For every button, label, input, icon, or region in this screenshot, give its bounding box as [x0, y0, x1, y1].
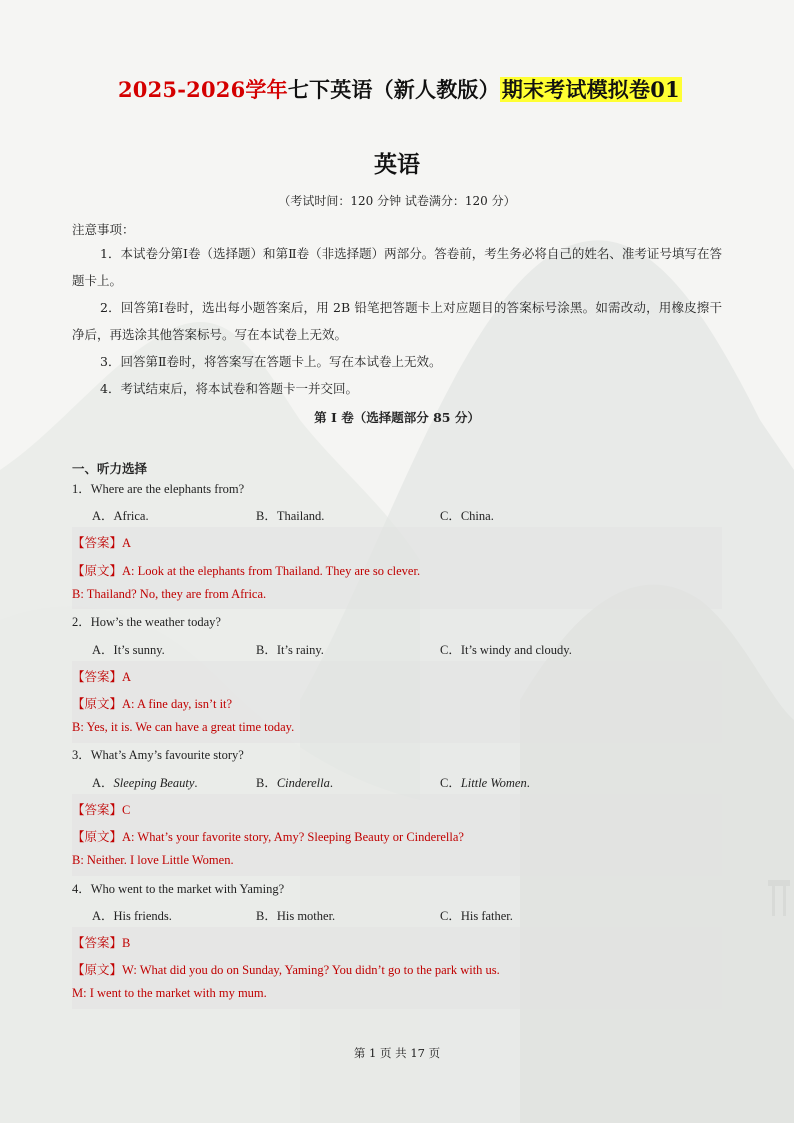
- exam-info: （考试时间：120 分钟 试卷满分：120 分）: [278, 194, 516, 208]
- note-item: 1．本试卷分第Ⅰ卷（选择题）和第Ⅱ卷（非选择题）两部分。答卷前，考生务必将自己的姓名、准考证号填写在答题卡上。: [72, 246, 722, 288]
- original-text: A: A fine day, isn’t it?: [122, 697, 233, 711]
- title-exam-name: 期末考试模拟卷01: [501, 77, 680, 102]
- q3-answer: 【答案】C: [72, 803, 131, 817]
- subject-heading: 英语: [374, 151, 420, 178]
- q2-option-a: A．It’s sunny.: [92, 643, 165, 657]
- title-years: 2025-2026学年: [118, 77, 288, 102]
- option-title: Little Women: [460, 776, 527, 790]
- q1-option-b: B．Thailand.: [256, 509, 325, 523]
- q3-option-c: C．Little Women.: [440, 776, 530, 790]
- original-label: 【原文】: [72, 830, 123, 844]
- q2-answer: 【答案】A: [72, 670, 132, 684]
- question-2: 2．How’s the weather today?: [72, 615, 221, 629]
- q1-original-line-2: B: Thailand? No, they are from Africa.: [72, 587, 267, 601]
- title-course: 七下英语（新人教版）: [287, 77, 500, 102]
- q3-original-line-2: B: Neither. I love Little Women.: [72, 853, 234, 867]
- option-letter: B．: [256, 776, 277, 790]
- q4-original-line-1: [72, 960, 500, 978]
- q2-option-b: B．It’s rainy.: [256, 643, 324, 657]
- option-title: Sleeping Beauty: [113, 776, 195, 790]
- option-letter: C．: [440, 776, 461, 790]
- question-4: 4．Who went to the market with Yaming?: [72, 882, 285, 896]
- original-label: 【原文】: [72, 963, 123, 977]
- note-item: 3．回答第Ⅱ卷时，将答案写在答题卡上。写在本试卷上无效。: [100, 354, 442, 369]
- q4-answer: 【答案】B: [72, 936, 131, 950]
- q4-option-b: B．His mother.: [256, 909, 336, 923]
- note-item: 4．考试结束后，将本试卷和答题卡一并交回。: [100, 381, 358, 396]
- original-label: 【原文】: [72, 697, 123, 711]
- option-title: Cinderella: [276, 776, 330, 790]
- q1-original-line-1: [72, 561, 420, 579]
- part-title: 第 I 卷（选择题部分 85 分）: [314, 410, 480, 425]
- q3-original-line-1: [72, 827, 464, 845]
- original-text: A: Look at the elephants from Thailand. They are so clever.: [122, 564, 421, 578]
- q1-answer: 【答案】A: [72, 536, 132, 550]
- q2-option-c: C．It’s windy and cloudy.: [440, 643, 572, 657]
- q1-option-a: A．Africa.: [92, 509, 149, 523]
- q2-original-line-2: B: Yes, it is. We can have a great time today.: [72, 720, 295, 734]
- original-label: 【原文】: [72, 564, 123, 578]
- page-footer: 第 1 页 共 17 页: [353, 1046, 441, 1060]
- q4-original-line-2: M: I went to the market with my mum.: [72, 986, 267, 1000]
- q2-original-line-1: [72, 694, 232, 712]
- option-letter: A．: [92, 776, 114, 790]
- original-text: W: What did you do on Sunday, Yaming? You didn’t go to the park with us.: [122, 963, 500, 977]
- q3-option-a: A．Sleeping Beauty.: [92, 776, 198, 790]
- note-item: 2．回答第Ⅰ卷时，选出每小题答案后，用 2B 铅笔把答题卡上对应题目的答案标号涂黑。如需改动，用橡皮擦干净后，再选涂其他答案标号。写在本试卷上无效。: [72, 300, 722, 342]
- q4-option-c: C．His father.: [440, 909, 513, 923]
- section-title: 一、听力选择: [72, 461, 148, 476]
- question-3: 3．What’s Amy’s favourite story?: [72, 748, 244, 762]
- q1-option-c: C．China.: [440, 509, 494, 523]
- q4-option-a: A．His friends.: [92, 909, 172, 923]
- notes-title: 注意事项：: [72, 222, 135, 237]
- q3-option-b: B．Cinderella.: [256, 776, 333, 790]
- page-title: [118, 74, 718, 104]
- question-1: 1．Where are the elephants from?: [72, 482, 245, 496]
- original-text: A: What’s your favorite story, Amy? Sleeping Beauty or Cinderella?: [122, 830, 464, 844]
